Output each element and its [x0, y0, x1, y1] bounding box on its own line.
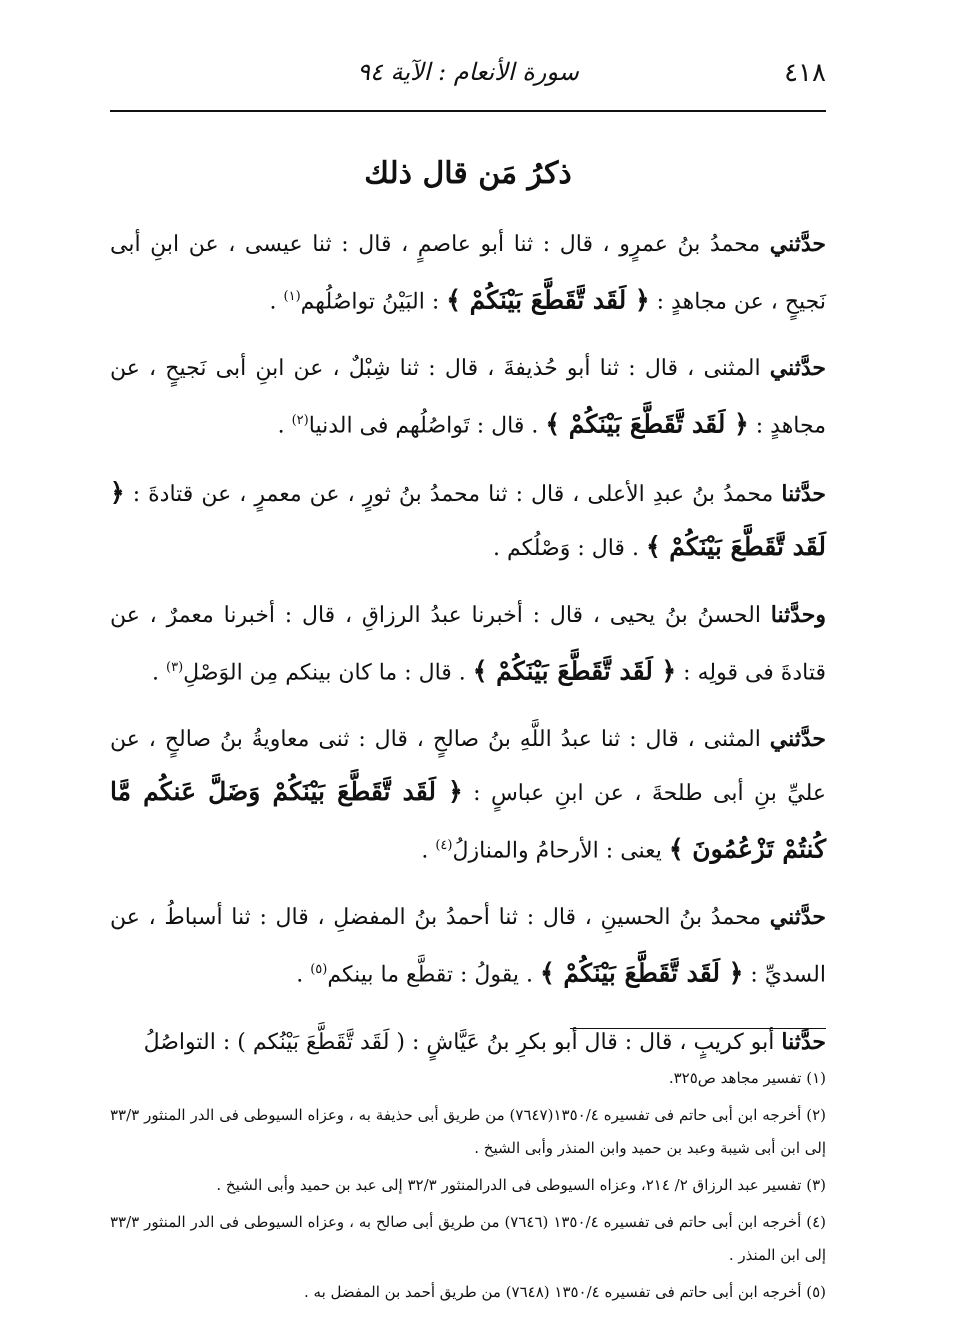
- paragraph-text-after: : البَيْنُ تواصُلُهم: [300, 289, 447, 315]
- paragraph-lead: حدَّثنا: [781, 1028, 826, 1055]
- paragraph-6: [110, 891, 826, 1001]
- paragraph-text-after: . قال : وَصْلُكم .: [492, 535, 646, 561]
- paragraph-end: .: [152, 659, 167, 685]
- paragraph-text-after: . يقولُ : تقطَّع ما بينكم: [327, 962, 540, 988]
- paragraph-text: محمدُ بنُ عمرٍو ، قال : ثنا أبو عاصمٍ ، قال : ثنا عيسى ، عن ابنِ أبى نَجيحٍ ، عن مجاهدٍ :: [110, 232, 826, 315]
- paragraph-lead: حدَّثنا: [781, 480, 826, 507]
- paragraph-lead: حدَّثني: [769, 355, 826, 382]
- quran-quote: ﴿ لَقَد تَّقَطَّعَ بَيْنَكُمْ ﴾: [545, 409, 749, 439]
- paragraph-text: المثنى ، قال : ثنا أبو حُذيفةَ ، قال : ثنا شِبْلٌ ، عن ابنِ أبى نَجيحٍ ، عن مجاهدٍ :: [110, 356, 826, 439]
- footnote-ref[interactable]: (٤): [435, 837, 453, 853]
- paragraph-7: [110, 1016, 826, 1069]
- section-heading: ذكرُ مَن قال ذلك: [364, 156, 572, 191]
- paragraph-text-after: يعنى : الأرحامُ والمنازلُ: [452, 838, 669, 864]
- page-header: [110, 58, 826, 92]
- footnote-ref[interactable]: (٢): [291, 413, 309, 429]
- quran-quote: ﴿ لَقَد تَّقَطَّعَ بَيْنَكُمْ ﴾: [110, 477, 826, 561]
- footnote-ref[interactable]: (٣): [166, 659, 184, 675]
- footnote-5: (٥) أخرجه ابن أبى حاتم فى تفسيره ١٣٥٠/٤ (٧٦٤٨) من طريق أحمد بن المفضل به .: [304, 1283, 826, 1301]
- running-title: سورة الأنعام : الآية ٩٤: [357, 58, 579, 86]
- paragraph-3: [110, 467, 826, 575]
- quran-quote: ﴿ لَقَد تَّقَطَّعَ بَيْنَكُمْ ﴾: [539, 958, 744, 988]
- page-number: ٤١٨: [784, 58, 826, 88]
- paragraph-lead: حدَّثني: [769, 904, 826, 931]
- paragraph-5: [110, 713, 826, 877]
- paragraph-end: .: [277, 413, 292, 439]
- paragraph-text: المثنى ، قال : ثنا عبدُ اللَّهِ بنُ صالحٍ ، قال : ثنى معاويةُ بنُ صالحٍ ، عن عليِّ بنِ أبى طلحةَ ، عن ابنِ عباسٍ :: [110, 726, 826, 806]
- footnotes: [110, 1062, 826, 1313]
- paragraph-text-after: . قال : تَواصُلُهم فى الدنيا: [308, 413, 546, 439]
- header-rule: [110, 110, 826, 112]
- paragraph-lead: وحدَّثنا: [770, 601, 826, 628]
- paragraph-end: .: [296, 962, 311, 988]
- quran-quote: ﴿ لَقَد تَّقَطَّعَ بَيْنَكُمْ ﴾: [472, 655, 677, 685]
- paragraph-lead: حدَّثني: [769, 231, 826, 257]
- quran-quote: ﴿ لَقَد تَّقَطَّعَ بَيْنَكُمْ وَضَلَّ عَنكُم مَّا كُنتُمْ تَزْعُمُونَ ﴾: [110, 776, 826, 864]
- paragraph-end: .: [421, 838, 436, 864]
- paragraph-2: [110, 342, 826, 452]
- footnote-4: (٤) أخرجه ابن أبى حاتم فى تفسيره ١٣٥٠/٤ (٧٦٤٦) من طريق أبى صالح به ، وعزاه السيوطى فى الدر المنثور ٣٣/٣ إلى ابن المنذر .: [110, 1213, 827, 1264]
- quran-quote: ﴿ لَقَد تَّقَطَّعَ بَيْنَكُمْ ﴾: [446, 285, 650, 315]
- footnote-1: (١) تفسير مجاهد ص٣٢٥.: [668, 1069, 826, 1087]
- paragraph-text: محمدُ بنُ الحسينِ ، قال : ثنا أحمدُ بنُ المفضلِ ، قال : ثنا أسباطُ ، عن السديِّ :: [110, 905, 826, 988]
- paragraph-lead: حدَّثني: [769, 725, 826, 752]
- footnote-ref[interactable]: (٥): [310, 962, 328, 978]
- footnote-rule: [570, 1028, 826, 1029]
- paragraph-4: [110, 589, 826, 699]
- body-text: [110, 218, 826, 1083]
- footnote-2: (٢) أخرجه ابن أبى حاتم فى تفسيره ١٣٥٠/٤(٧٦٤٧) من طريق أبى حذيفة به ، وعزاه السيوطى فى الدر المنثور ٣٣/٣ إلى ابن أبى شيبة وعبد بن حميد وابن المنذر وأبى الشيخ .: [110, 1106, 827, 1157]
- paragraph-text: أبو كريبٍ ، قال : قال أبو بكرِ بنُ عَيَّاشٍ : ( لَقَد تَّقَطَّعَ بَيْنُكم ) : التواصُلُ: [143, 1029, 782, 1055]
- footnote-ref[interactable]: (١): [283, 289, 301, 304]
- paragraph-text-after: . قال : ما كان بينكم مِن الوَصْلِ: [183, 659, 473, 685]
- paragraph-text: محمدُ بنُ عبدِ الأعلى ، قال : ثنا محمدُ بنُ ثورٍ ، عن معمرٍ ، عن قتادةَ :: [124, 481, 782, 507]
- footnote-3: (٣) تفسير عبد الرزاق ٢/ ٢١٤، وعزاه السيوطى فى الدرالمنثور ٣٢/٣ إلى عبد بن حميد وأبى الشيخ .: [216, 1176, 826, 1194]
- paragraph-1: [110, 218, 826, 328]
- paragraph-text: الحسنُ بنُ يحيى ، قال : أخبرنا عبدُ الرزاقِ ، قال : أخبرنا معمرٌ ، عن قتادةَ فى قولِه :: [110, 602, 826, 685]
- paragraph-end: .: [269, 289, 284, 315]
